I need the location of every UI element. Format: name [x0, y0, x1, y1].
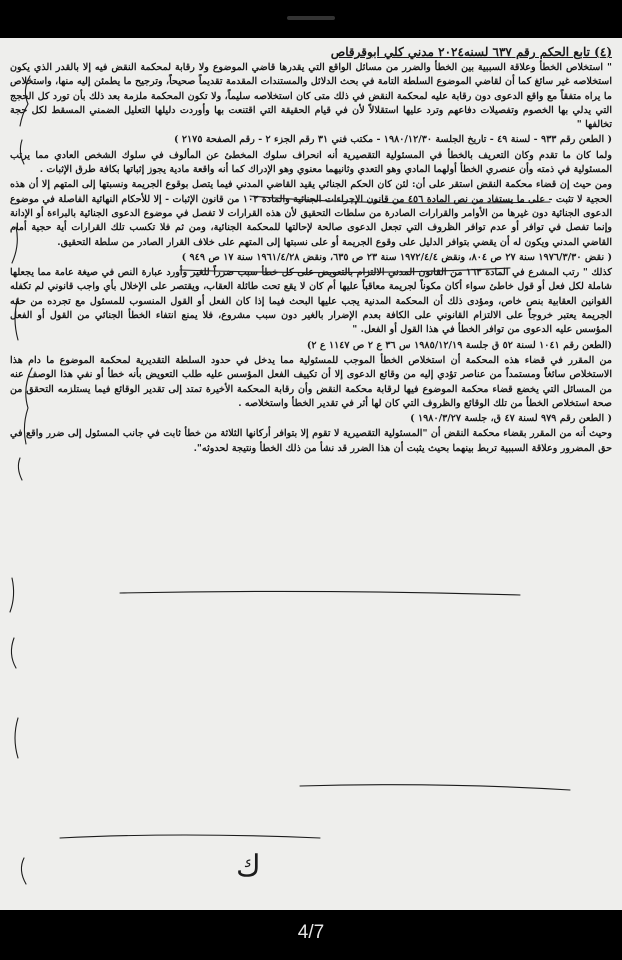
margin-stroke-9 [15, 718, 18, 758]
document-page [0, 38, 622, 910]
paragraph-2: ولما كان ما تقدم وكان التعريف بالخطأ في المسئولية التقصيرية أنه انحراف سلوك المخطئ عن المألوف في سلوك الشخص العادي مما يرتب المسئولية في ذمته وأن عنصري الخطأ أولهما المادي وهو التعدي وثانيهما معنوي وهو الإدراك كما أنه واقعة مادية يجوز إثباتها بكافة طرق الإثبات . [10, 149, 612, 176]
paragraph-6: وحيث أنه من المقرر بقضاء محكمة النقض أن "المسئولية التقصيرية لا تقوم إلا بتوافر أركانها الثلاثة من خطأ ثابت في جانب المسئول إلى ضرر واقع في حق المضرور وعلاقة السببية تربط بينهما بحيث يثبت أن هذا الضرر قد نشأ من ذلك الخطأ ونتيجة لحدوثه". [10, 428, 612, 454]
underline-3 [120, 591, 520, 595]
margin-stroke-6 [18, 458, 22, 480]
paragraph-3: ومن حيث إن قضاء محكمة النقض استقر على أن: لئن كان الحكم الجنائي يقيد القاضي المدني فيما يتصل بوقوع الجريمة ونسبتها إلى المتهم إلا أن هذه الحجية لا تثبت - على ما يستفاد من نص المادة ٤٥٦ من قانون الإجراءات الجنائية والمادة ١٠٢ من قانون الإثبات - إلا للأحكام النهائية الفاصلة في موضوع الدعوى الجنائية دون غيرها من الأوامر والقرارات الصادرة من سلطات التحقيق لأن هذه القرارات لا تفصل في موضوع الدعوى الجنائية بالبراءة أو الإدانة وإنما تفصل في توافر أو عدم توافر الظروف التي تجعل الدعوى صالحة لإحالتها للمحكمة الجنائية، ومن ثم فلا تكسب تلك القرارات أية حجية أمام القاضي المدني ويكون له أن يقضي بتوافر الدليل على وقوع الجريمة أو على نسبتها إلى المتهم على خلاف القرار الصادر من سلطة التحقيق. [10, 179, 612, 248]
underline-5 [60, 835, 320, 838]
paragraph-5: من المقرر في قضاء هذه المحكمة أن استخلاص الخطأ الموجب للمسئولية مما يدخل في حدود السلطة التقديرية لمحكمة الموضوع ما دام هذا الاستخلاص سائغاً ومستمداً من عناصر تؤدي إليه من وقائع الدعوى إلا أن تكييف الفعل المؤسس عليه طلب التعويض بأنه خطأ أو نفي هذا الوصف عنه من المسائل التي يخضع قضاء محكمة الموضوع فيها لرقابة محكمة النقض وأن رقابة المحكمة الأخيرة تمتد إلى تقدير الوقائع فيما يستلزمه التحقق من صحة استخلاص الخطأ من تلك الوقائع والظروف التي كان لها أثر في تقدير الخطأ واستخلاصه . [10, 354, 612, 409]
citation-1: ( الطعن رقم ٩٣٣ - لسنة ٤٩ - تاريخ الجلسة ١٩٨٠/١٢/٣٠ - مكتب فني ٣١ رقم الجزء ٢ - رقم الصفحة ٢١٧٥ ) [173, 134, 612, 146]
margin-stroke-8 [11, 638, 16, 668]
citation-2: ( نقض ١٩٧٦/٣/٣٠ سنة ٢٧ ص ٨٠٤، ونقض ١٩٧٢/٤/٤ سنة ٢٣ ص ٦٣٥، ونقض ١٩٦١/٤/٢٨ سنة ١٧ ص ٩٤٩ ) [181, 251, 612, 263]
margin-stroke-7 [10, 578, 14, 612]
paragraph-1: " استخلاص الخطأ وعلاقة السببية بين الخطأ والضرر من مسائل الواقع التي يقدرها قاضي الموضوع ولا رقابة لمحكمة النقض فيه إلا بالقدر الذي يكون استخلاصه غير سائغ كما أن لقاضي الموضوع السلطة التامة في بحث الدلائل والمستندات المقدمة تقديماً صحيحاً، وترجيح ما يطمئن إليه منها، واستخلاص ما يراه متفقاً مع واقع الدعوى دون رقابة عليه لمحكمة النقض في ذلك متى كان استخلاصه سليماً، ولا تكون المحكمة ملزمة بعد ذلك بأن تورد كل الحجج التي يدلي بها الخصوم وتفصيلات دفاعهم وترد عليها استقلالاً لأن في قيام الحقيقة التي اقتنعت بها وأوردت دليلها التعليل الضمني المسقط لكل حجة تخالفها " [10, 62, 612, 131]
paragraph-4: كذلك " رتب المشرع في المادة ١٦٣ من القانون المدني الالتزام بالتعويض على كل خطأ سبب ضرراً للغير وأورد عبارة النص في صيغة عامة مما يجعلها شاملة لكل فعل أو قول خاطئ سواء أكان مكوناً لجريمة معاقباً عليها أم كان لا يقع تحت طائلة العقاب، ويقتصر على الإخلال بأي واجب قانوني لم تكفله القوانين العقابية بنص خاص، ومؤدى ذلك أن المحكمة المدنية يجب عليها البحث فيما إذا كان الفعل أو القول المنسوب للمسئول مع تجرده من حقه الجريمة يعتبر خروجاً على الالتزام القانوني على الكافة بعدم الإضرار بالغير دون سبب مشروع، فلا يمنع انتفاء الخطأ الجنائي من القول أو الفعل المؤسس عليه الدعوى من توافر الخطأ في هذا القول أو الفعل. " [10, 267, 613, 336]
viewer-footer [0, 910, 622, 960]
document-header: (٤) تابع الحكم رقم ٦٣٧ لسنه٢٠٢٤ مدني كلي ابوقرقاص [330, 45, 612, 59]
page-counter: 4/7 [297, 922, 325, 943]
citation-4: ( الطعن رقم ٩٧٩ لسنة ٤٧ ق، جلسة ١٩٨٠/٣/٢٧ ) [410, 413, 612, 425]
handwritten-mark: ك [236, 849, 261, 884]
drag-handle[interactable] [287, 16, 335, 20]
top-black-bar [0, 0, 622, 38]
underline-4 [300, 785, 570, 790]
document-body [0, 38, 622, 456]
citation-3: (الطعن رقم ١٠٤١ لسنة ٥٢ ق جلسة ١٩٨٥/١٢/١٩ س ٣٦ ع ٢ ص ١١٤٧ ع ٢) [306, 339, 612, 351]
margin-stroke-10 [21, 858, 26, 884]
